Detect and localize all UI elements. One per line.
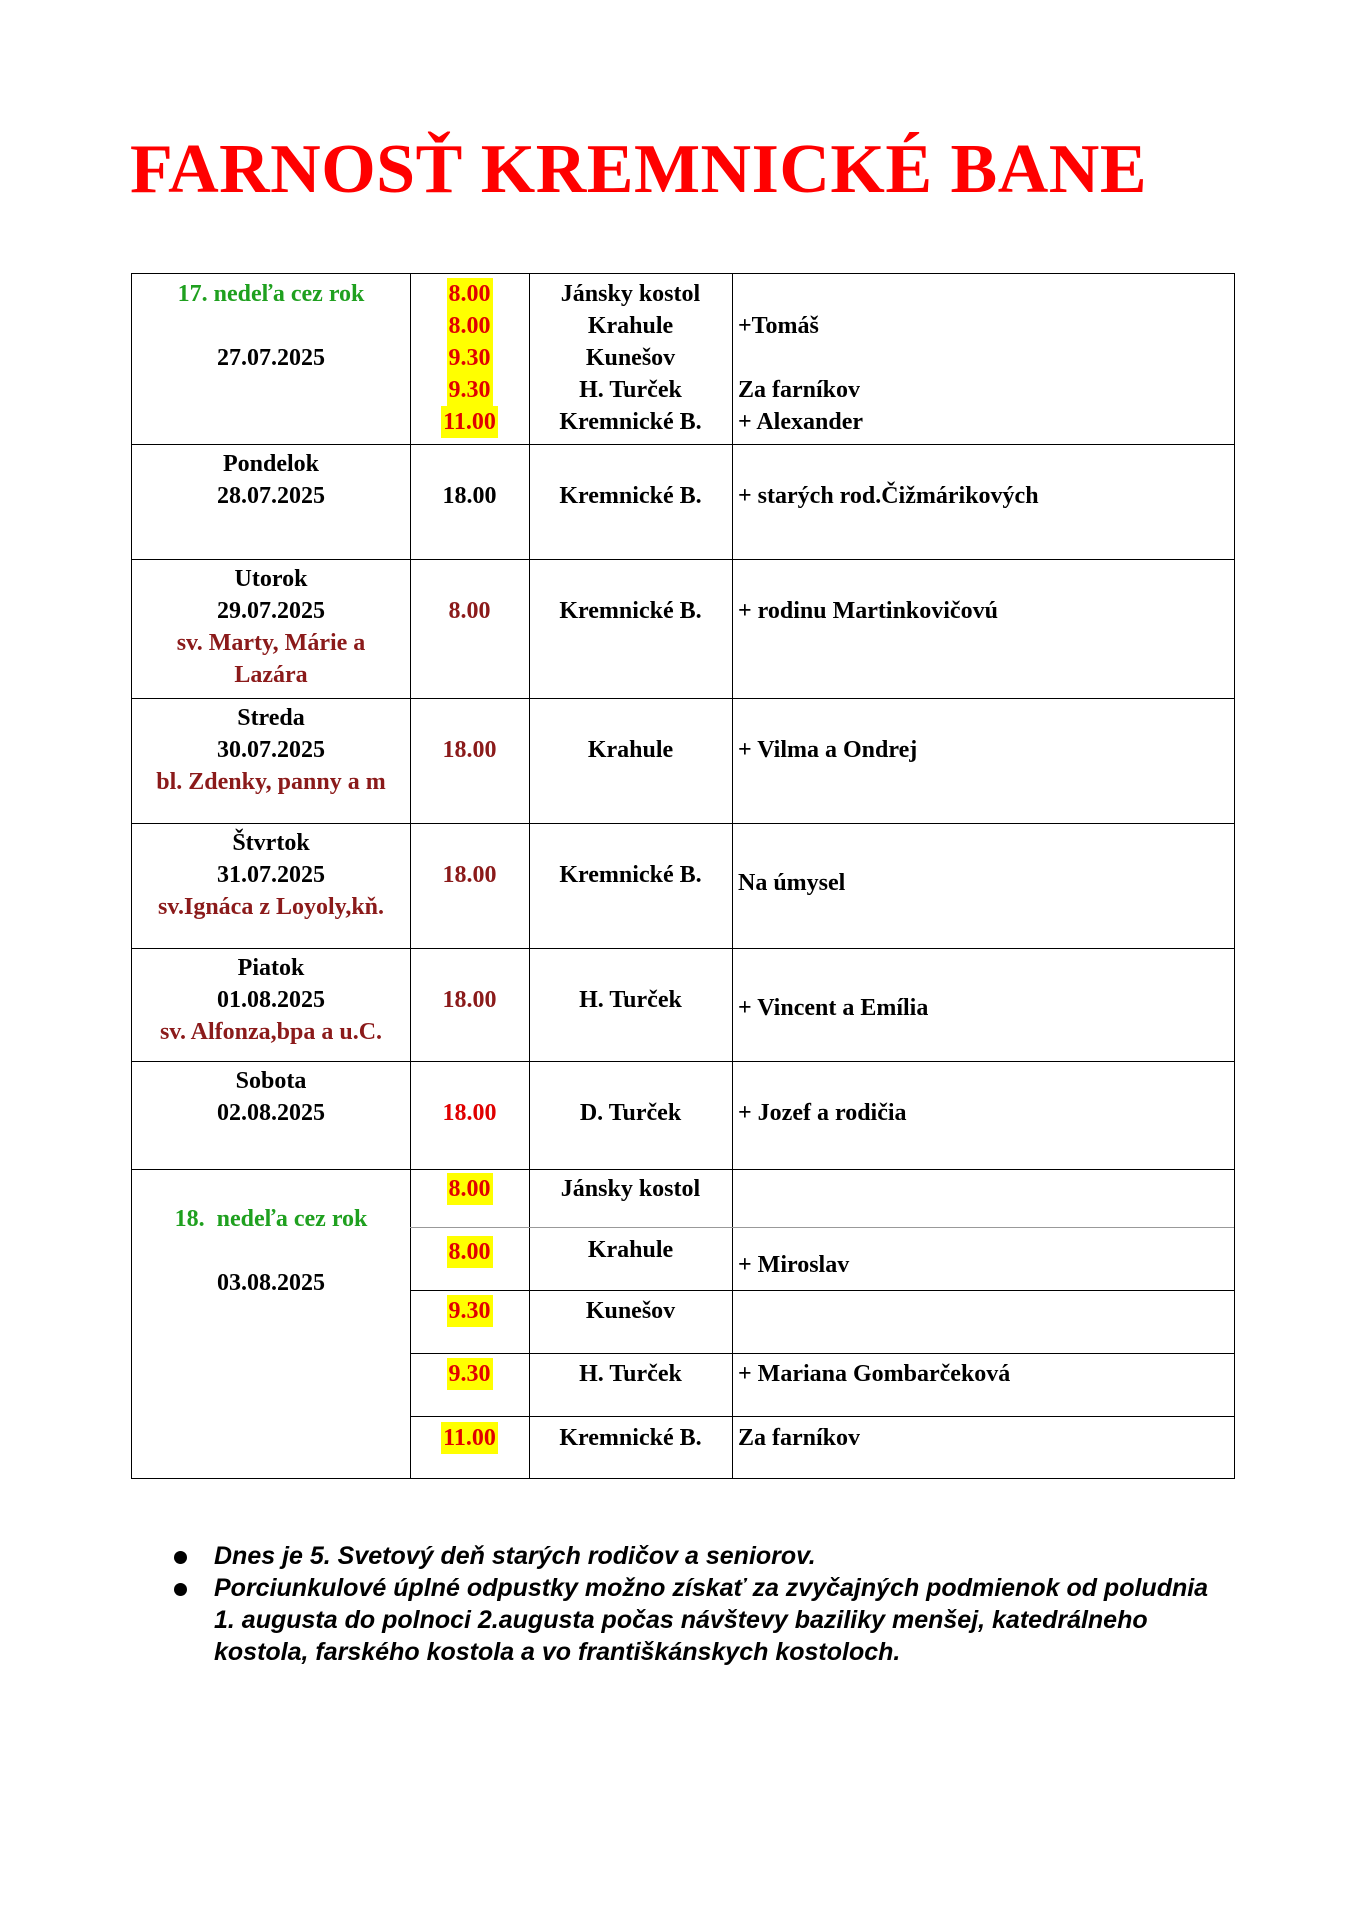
announcements bbox=[170, 1540, 1220, 1668]
intention-cell bbox=[732, 992, 1234, 1024]
time-cell bbox=[410, 278, 529, 438]
mass-time: 9.30 bbox=[447, 374, 493, 406]
row-divider bbox=[132, 444, 1234, 445]
intention: + Alexander bbox=[738, 409, 864, 435]
row-divider bbox=[132, 559, 1234, 560]
mass-time: 9.30 bbox=[447, 1358, 493, 1390]
day-name: 17. nedeľa cez rok bbox=[177, 281, 365, 307]
time-cell bbox=[410, 859, 529, 891]
intention: + Jozef a rodičia bbox=[738, 1100, 907, 1126]
page-title: FARNOSŤ KREMNICKÉ BANE bbox=[130, 131, 1148, 208]
time-cell bbox=[410, 1097, 529, 1129]
day-name: Sobota bbox=[235, 1068, 307, 1094]
saint-feast: sv. Alfonza,bpa a u.C. bbox=[159, 1019, 383, 1045]
day-name: Pondelok bbox=[222, 451, 320, 477]
intention-cell bbox=[732, 867, 1234, 899]
day-name: Utorok bbox=[234, 566, 308, 592]
mass-time: 18.00 bbox=[442, 483, 497, 509]
saint-feast: sv.Ignáca z Loyoly,kň. bbox=[157, 894, 385, 920]
place: D. Turček bbox=[579, 1100, 682, 1126]
time-cell bbox=[410, 1358, 529, 1390]
row-divider bbox=[132, 948, 1234, 949]
bullet-icon bbox=[174, 1551, 187, 1564]
intention-cell bbox=[732, 1249, 1234, 1281]
saint-feast: sv. Marty, Márie a Lazára bbox=[176, 630, 366, 688]
intention: + Miroslav bbox=[738, 1252, 850, 1278]
intention-cell bbox=[732, 595, 1234, 627]
place: H. Turček bbox=[579, 1361, 682, 1387]
intention: + Vilma a Ondrej bbox=[738, 737, 918, 763]
date: 03.08.2025 bbox=[217, 1270, 325, 1296]
place: H. Turček bbox=[579, 377, 682, 403]
row-divider bbox=[132, 1169, 1234, 1170]
date: 01.08.2025 bbox=[217, 987, 325, 1013]
date: 30.07.2025 bbox=[217, 737, 325, 763]
date: 29.07.2025 bbox=[217, 598, 325, 624]
place-cell bbox=[529, 1358, 732, 1390]
day-cell bbox=[132, 278, 410, 374]
intention: + Mariana Gombarčeková bbox=[738, 1361, 1011, 1387]
mass-time: 18.00 bbox=[442, 987, 497, 1013]
row-divider bbox=[132, 698, 1234, 699]
place: Kremnické B. bbox=[559, 598, 702, 624]
row-divider bbox=[132, 823, 1234, 824]
row-divider bbox=[410, 1353, 1234, 1354]
intention: + starých rod.Čižmárikových bbox=[738, 483, 1039, 509]
day-name: 18. nedeľa cez rok bbox=[174, 1206, 368, 1232]
place-cell bbox=[529, 1295, 732, 1327]
announcement-text: Porciunkulové úplné odpustky možno získať za zvyčajných podmienok od poludnia 1. augusta do polnoci 2.augusta počas návštevy baziliky menšej, katedrálneho kostola, farského kostola a vo františkánskych kostoloch. bbox=[214, 1574, 1209, 1666]
mass-time: 8.00 bbox=[447, 1173, 493, 1205]
time-cell bbox=[410, 480, 529, 512]
place-cell bbox=[529, 984, 732, 1016]
time-cell bbox=[410, 595, 529, 627]
mass-time: 8.00 bbox=[448, 598, 491, 624]
day-cell bbox=[132, 827, 410, 923]
intention-cell bbox=[732, 310, 1234, 438]
mass-time: 11.00 bbox=[441, 406, 498, 438]
place-cell bbox=[529, 1234, 732, 1266]
intention-cell bbox=[732, 1358, 1234, 1390]
intention-cell bbox=[732, 480, 1234, 512]
row-divider bbox=[410, 1227, 1234, 1228]
day-cell bbox=[132, 563, 410, 691]
intention-cell bbox=[732, 734, 1234, 766]
day-name: Piatok bbox=[237, 955, 305, 981]
mass-time: 9.30 bbox=[447, 342, 493, 374]
saint-feast: bl. Zdenky, panny a m bbox=[156, 769, 386, 795]
mass-time: 18.00 bbox=[442, 862, 497, 888]
mass-time: 18.00 bbox=[442, 1100, 497, 1126]
day-name: Štvrtok bbox=[232, 830, 310, 856]
announcement-text: Dnes je 5. Svetový deň starých rodičov a seniorov. bbox=[214, 1542, 816, 1570]
time-cell bbox=[410, 1173, 529, 1205]
intention-cell bbox=[732, 1422, 1234, 1454]
place-cell bbox=[529, 1422, 732, 1454]
intention: Za farníkov bbox=[738, 1425, 861, 1451]
day-cell bbox=[132, 702, 410, 798]
mass-schedule-table bbox=[131, 273, 1235, 1479]
intention: Na úmysel bbox=[738, 870, 846, 896]
place: H. Turček bbox=[579, 987, 682, 1013]
place: Kremnické B. bbox=[559, 862, 702, 888]
mass-time: 8.00 bbox=[447, 310, 493, 342]
intention: +Tomáš bbox=[738, 313, 819, 339]
mass-time: 18.00 bbox=[442, 737, 497, 763]
place-cell bbox=[529, 1173, 732, 1205]
announcement-item bbox=[170, 1540, 1220, 1572]
date: 27.07.2025 bbox=[217, 345, 325, 371]
place-cell bbox=[529, 480, 732, 512]
place: Kremnické B. bbox=[559, 409, 702, 435]
intention: + rodinu Martinkovičovú bbox=[738, 598, 998, 624]
place: Kremnické B. bbox=[559, 1425, 702, 1451]
mass-time: 8.00 bbox=[447, 278, 493, 310]
day-cell bbox=[132, 1065, 410, 1129]
time-cell bbox=[410, 734, 529, 766]
place: Kremnické B. bbox=[559, 483, 702, 509]
place: Jánsky kostol bbox=[560, 281, 701, 307]
day-cell bbox=[132, 448, 410, 512]
place-cell bbox=[529, 1097, 732, 1129]
date: 02.08.2025 bbox=[217, 1100, 325, 1126]
time-cell bbox=[410, 1422, 529, 1454]
mass-time: 11.00 bbox=[441, 1422, 498, 1454]
row-divider bbox=[132, 1061, 1234, 1062]
time-cell bbox=[410, 1295, 529, 1327]
place: Jánsky kostol bbox=[560, 1176, 701, 1202]
date: 28.07.2025 bbox=[217, 483, 325, 509]
mass-time: 9.30 bbox=[447, 1295, 493, 1327]
place-cell bbox=[529, 595, 732, 627]
intention-cell bbox=[732, 1097, 1234, 1129]
row-divider bbox=[410, 1416, 1234, 1417]
place-cell bbox=[529, 278, 732, 438]
place: Kunešov bbox=[585, 1298, 676, 1324]
row-divider bbox=[410, 1290, 1234, 1291]
place: Krahule bbox=[587, 1237, 674, 1263]
intention: + Vincent a Emília bbox=[738, 995, 929, 1021]
bullet-icon bbox=[174, 1583, 187, 1596]
place: Krahule bbox=[587, 313, 674, 339]
mass-time: 8.00 bbox=[447, 1236, 493, 1268]
place: Kunešov bbox=[585, 345, 676, 371]
day-cell bbox=[132, 952, 410, 1048]
place-cell bbox=[529, 859, 732, 891]
time-cell bbox=[410, 984, 529, 1016]
day-name: Streda bbox=[237, 705, 305, 731]
place-cell bbox=[529, 734, 732, 766]
time-cell bbox=[410, 1236, 529, 1268]
place: Krahule bbox=[587, 737, 674, 763]
date: 31.07.2025 bbox=[217, 862, 325, 888]
announcement-item bbox=[170, 1572, 1220, 1668]
day-cell bbox=[132, 1203, 410, 1299]
intention: Za farníkov bbox=[738, 377, 861, 403]
